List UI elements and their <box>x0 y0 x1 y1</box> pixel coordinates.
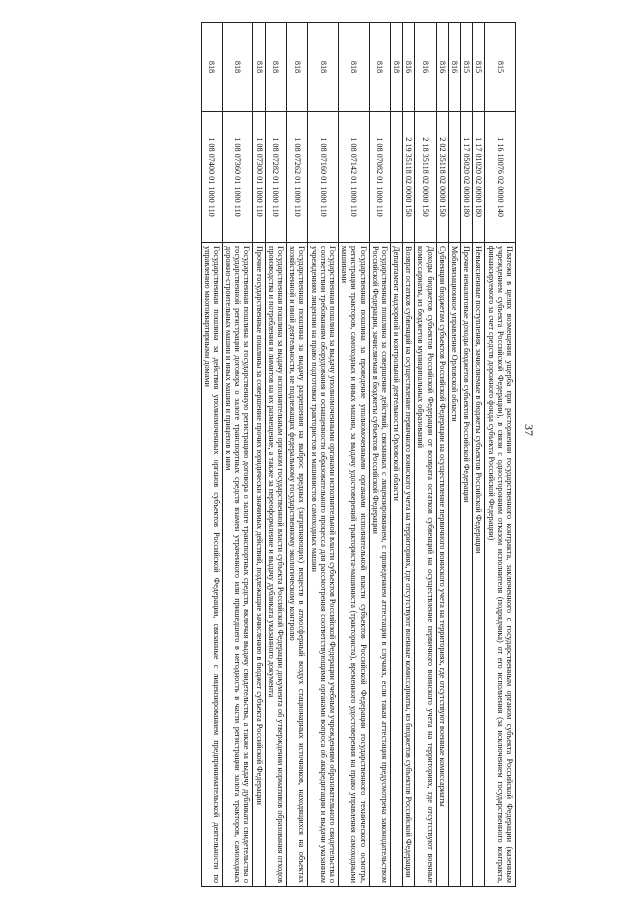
administrator-code-cell: 818 <box>265 23 286 112</box>
revenue-code-cell <box>448 112 460 243</box>
administrator-code-cell: 818 <box>253 23 265 112</box>
administrator-code-cell: 818 <box>287 23 308 112</box>
administrator-code-cell: 818 <box>201 23 222 112</box>
revenue-name-cell: Прочие неналоговые доходы бюджетов субъектов Российской Федерации <box>461 243 473 887</box>
revenue-name-cell: Субвенции бюджетам субъектов Российской Федерации на осуществление первичного воинского учета на территориях, где отсутствуют военные комиссариаты <box>436 243 448 887</box>
table-row <box>415 23 436 887</box>
revenue-code-cell: 2 19 35118 02 0000 150 <box>403 112 415 243</box>
table-row <box>461 23 473 887</box>
table-row <box>308 23 339 887</box>
revenue-name-cell: Государственная пошлина за совершение действий, связанных с лицензированием, с проведением аттестации в случаях, если такая аттестация предусмотрена законодательством Российской Федерации, зачисляемая в бюджеты субъектов Российской Федерации <box>369 243 390 887</box>
administrator-code-cell: 815 <box>485 23 516 112</box>
revenue-code-cell: 1 08 07160 01 1000 110 <box>308 112 339 243</box>
table-row <box>222 23 253 887</box>
section-title-row <box>448 23 460 887</box>
table-row <box>201 23 222 887</box>
rotated-page <box>74 22 544 887</box>
revenue-code-cell: 2 18 35118 02 0000 150 <box>415 112 436 243</box>
revenue-name-cell: Государственная пошлина за государственную регистрацию договора о залоге транспортных средств, включая выдачу свидетельства, а также за выдачу дубликата свидетельства о государственной регистрации договора о залоге транспортных средств взамен утраченного или пришедшего в негодность в части регистрации залога тракторов, самоходных дорожно-строительных машин и иных машин и прицепов к ним <box>222 243 253 887</box>
revenue-name-cell: Государственная пошлина за выдачу уполномоченными органами исполнительной власти субъектов Российской Федерации учебным учреждениям образовательного свидетельства о соответствии требованиям оборудования и оснащенности образовательного процесса для рассмотрения соответствующими органами вопроса об аккредитации и выдачи указанным учреждениям лицензии на право подготовки трактористов и машинистов самоходных машин <box>308 243 339 887</box>
revenue-code-cell: 1 08 07300 01 1000 110 <box>253 112 265 243</box>
revenue-code-cell: 1 08 07142 01 1000 110 <box>339 112 370 243</box>
revenue-code-cell <box>390 112 402 243</box>
table-row <box>436 23 448 887</box>
revenue-code-cell: 1 17 05020 02 0000 180 <box>461 112 473 243</box>
revenue-code-cell: 1 08 07400 01 1000 110 <box>201 112 222 243</box>
administrator-code-cell: 818 <box>339 23 370 112</box>
revenue-name-cell: Платежи в целях возмещения ущерба при расторжении государственного контракта, заключенного с государственным органом субъекта Российской Федерации (казенным учреждением субъекта Российской Федерации), в связи с односторонним отказом исполнителя (подрядчика) от его исполнения (за исключением государственного контракта, финансируемого за счет средств дорожного фонда субъекта Российской Федерации) <box>485 243 516 887</box>
revenue-name-cell: Государственная пошлина за выдачу разрешения на выброс вредных (загрязняющих) веществ в атмосферный воздух стационарных источников, находящихся на объектах хозяйственной и иной деятельности, не подлежащих федеральному государственному экологическому контролю <box>287 243 308 887</box>
revenue-name-cell: Государственная пошлина за действия уполномоченных органов субъектов Российской Федерации, связанные с лицензированием предпринимательской деятельности по управлению многоквартирными домами <box>201 243 222 887</box>
administrator-code-cell: 815 <box>461 23 473 112</box>
table-row <box>339 23 370 887</box>
revenue-code-cell: 1 17 01020 02 0000 180 <box>473 112 485 243</box>
revenue-code-cell: 2 02 35118 02 0000 150 <box>436 112 448 243</box>
table-row <box>265 23 286 887</box>
table-row <box>473 23 485 887</box>
revenue-code-cell: 1 08 07262 01 1000 110 <box>287 112 308 243</box>
table-row <box>287 23 308 887</box>
section-title-cell: Департамент надзорной и контрольной деятельности Орловской области <box>390 243 402 887</box>
revenue-name-cell: Государственная пошлина за выдачу исполнительным органом государственной власти субъекта Российской Федерации документа об утверждении нормативов образования отходов производства и потребления и лимитов на их размещение, а также за переоформление и выдачу дубликата указанного документа <box>265 243 286 887</box>
administrator-code-cell: 816 <box>415 23 436 112</box>
administrator-code-cell: 816 <box>436 23 448 112</box>
administrator-code-cell: 816 <box>448 23 460 112</box>
section-title-cell: Мобилизационное управление Орловской области <box>448 243 460 887</box>
page-number: 37 <box>522 424 536 436</box>
revenue-code-cell: 1 08 07282 01 1000 110 <box>265 112 286 243</box>
revenue-code-cell: 1 08 07082 01 1000 110 <box>369 112 390 243</box>
table-row <box>403 23 415 887</box>
revenue-name-cell: Прочие государственные пошлины за совершение прочих юридически значимых действий, подлежащие зачислению в бюджет субъекта Российской Федерации <box>253 243 265 887</box>
section-title-row <box>390 23 402 887</box>
table-row <box>485 23 516 887</box>
administrator-code-cell: 818 <box>222 23 253 112</box>
revenue-name-cell: Возврат остатков субвенций на осуществление первичного воинского учета на территориях, где отсутствуют военные комиссариаты, из бюджетов субъектов Российской Федерации <box>403 243 415 887</box>
revenue-name-cell: Государственная пошлина за проведение уполномоченными органами исполнительной власти субъектов Российской Федерации государственного технического осмотра, регистрации тракторов, самоходных и иных машин, за выдачу удостоверений тракториста-машиниста (тракториста), временного удостоверения на право управления самоходными машинами <box>339 243 370 887</box>
revenue-code-cell: 1 16 10076 02 0000 140 <box>485 112 516 243</box>
revenue-codes-table <box>201 22 516 887</box>
table-row <box>369 23 390 887</box>
revenue-name-cell: Доходы бюджетов субъектов Российской Федерации от возврата остатков субвенций на осуществление первичного воинского учета на территориях, где отсутствуют военные комиссариаты, из бюджетов муниципальных образований <box>415 243 436 887</box>
revenue-code-cell: 1 08 07360 01 1000 110 <box>222 112 253 243</box>
table-body <box>201 23 515 887</box>
table-row <box>253 23 265 887</box>
administrator-code-cell: 818 <box>369 23 390 112</box>
administrator-code-cell: 816 <box>403 23 415 112</box>
administrator-code-cell: 815 <box>473 23 485 112</box>
revenue-name-cell: Невыясненные поступления, зачисляемые в бюджеты субъектов Российской Федерации <box>473 243 485 887</box>
administrator-code-cell: 818 <box>390 23 402 112</box>
administrator-code-cell: 818 <box>308 23 339 112</box>
